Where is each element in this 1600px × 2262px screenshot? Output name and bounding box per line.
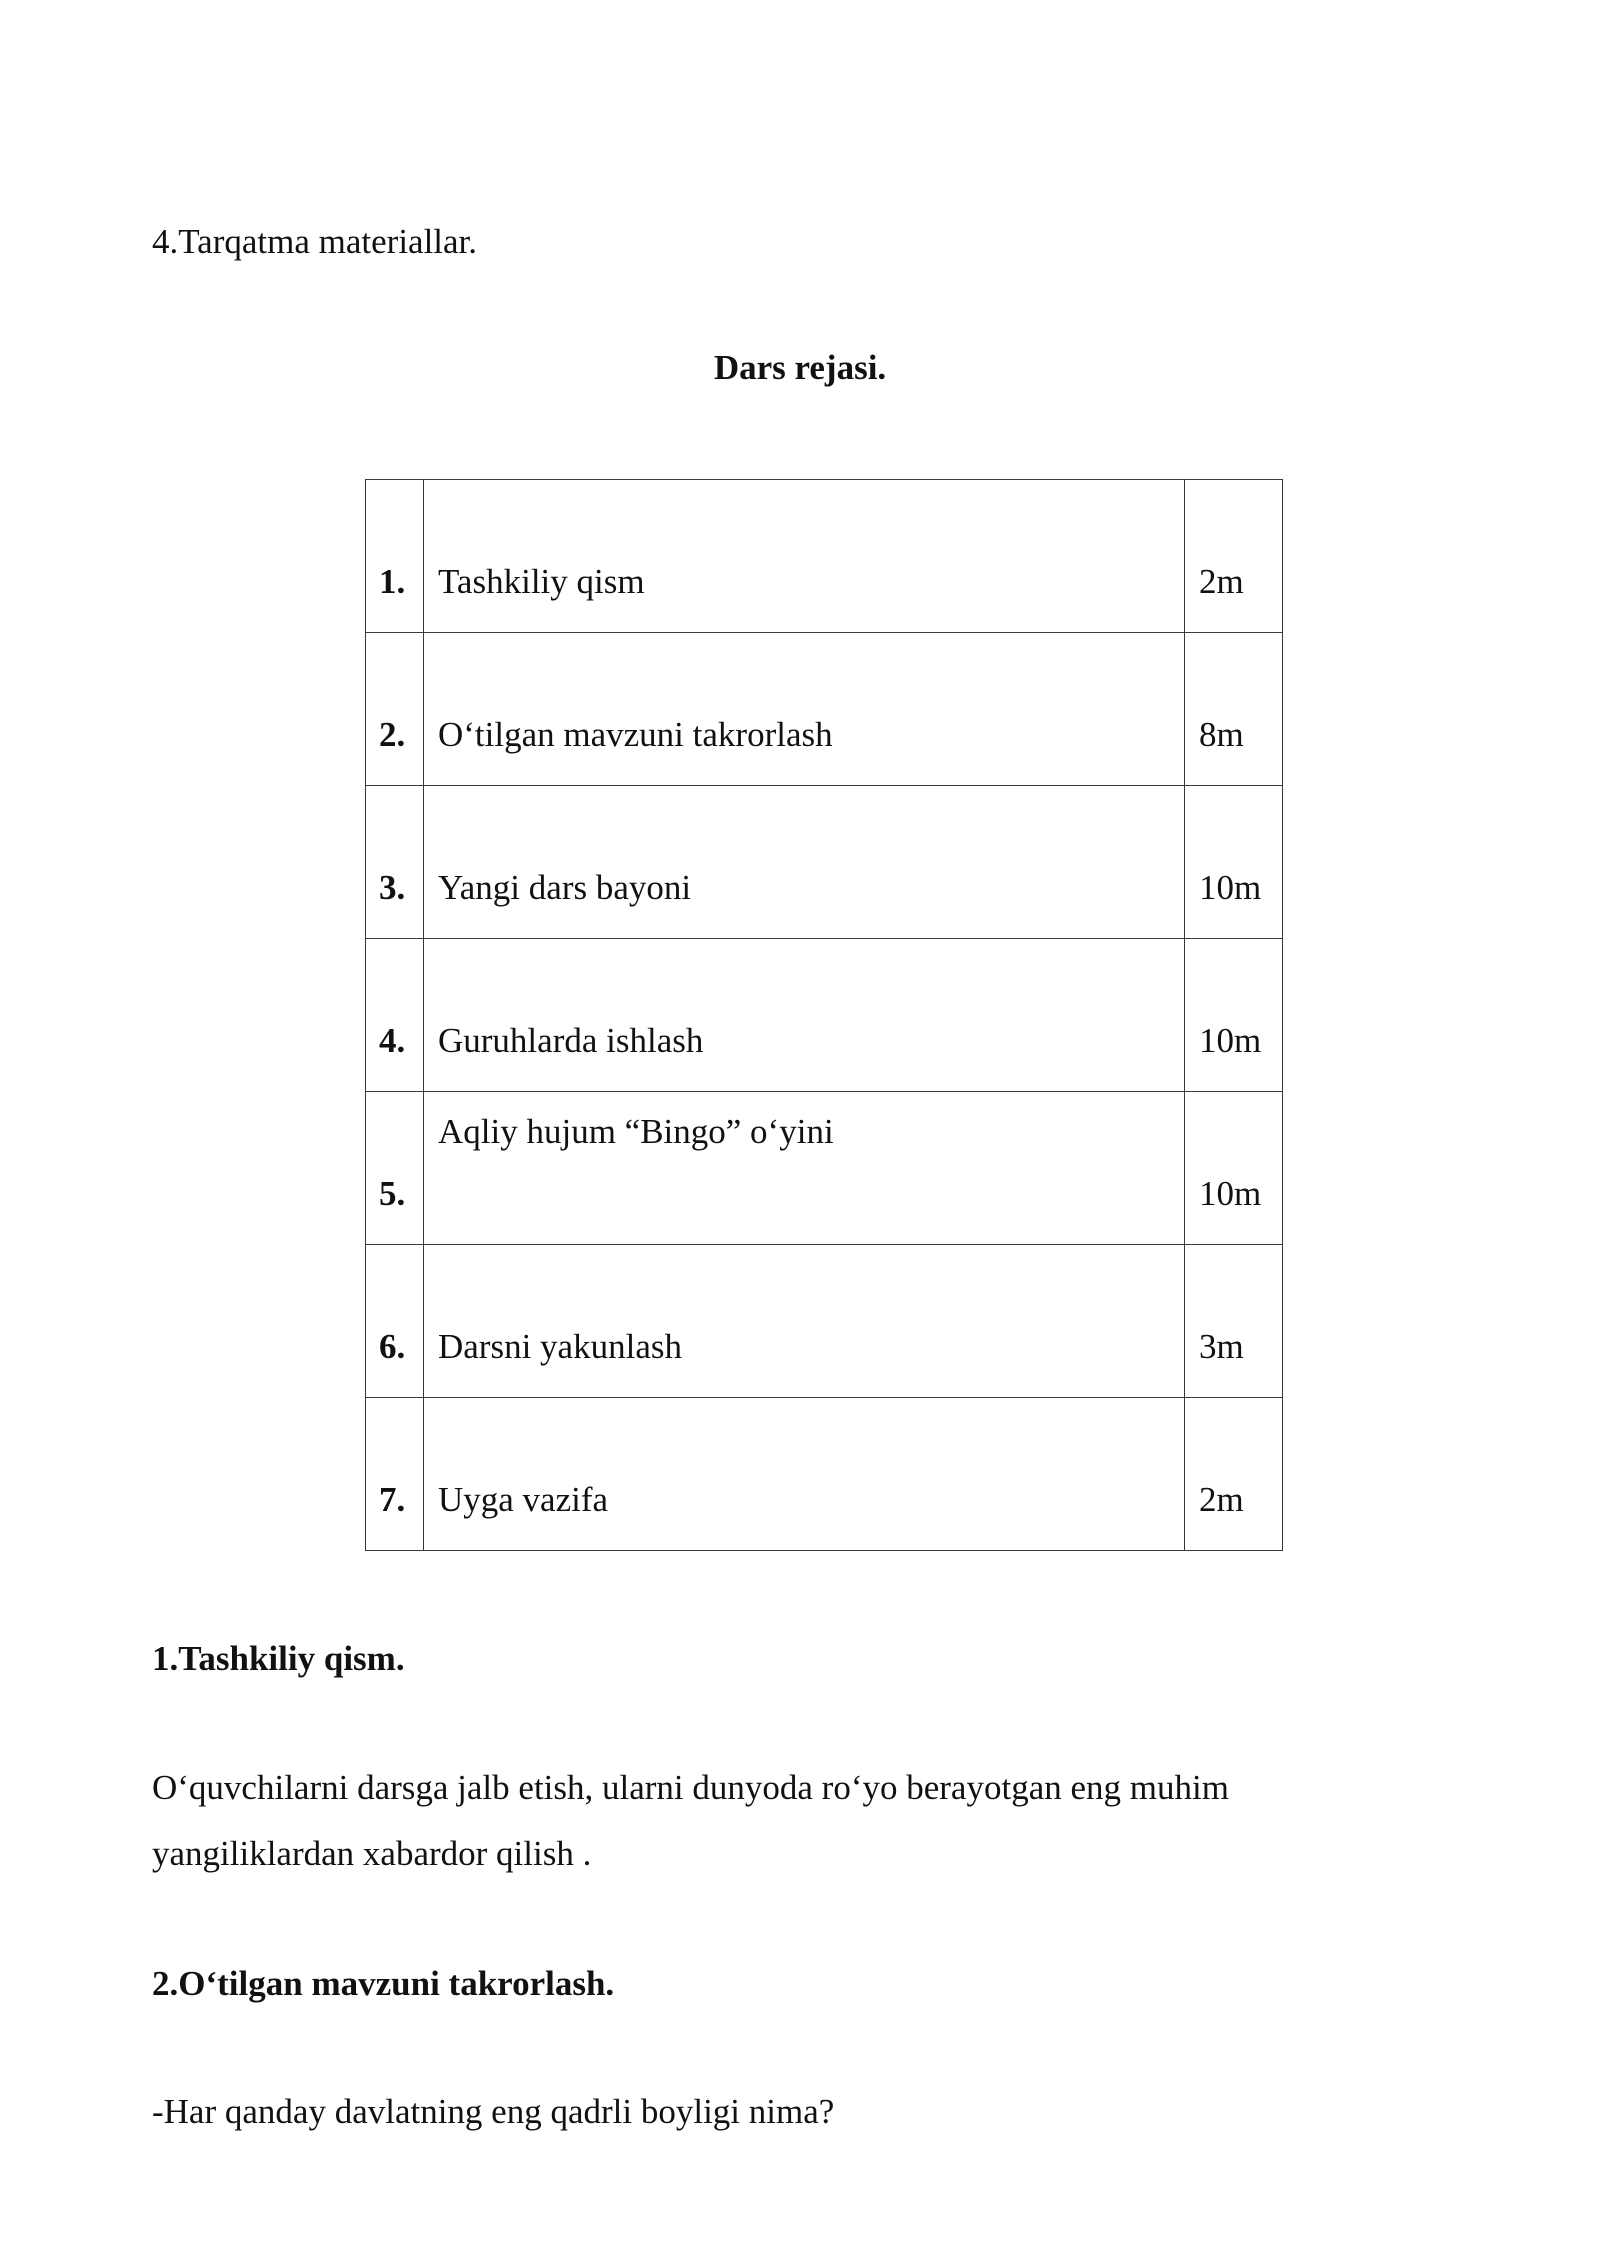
step-duration-cell: [1185, 939, 1283, 1092]
step-number-cell: [366, 1245, 424, 1398]
table-row: [366, 1245, 1283, 1398]
step-name-cell: [424, 1092, 1185, 1245]
section-heading-review: 2.O‘tilgan mavzuni takrorlash.: [152, 1964, 615, 2003]
step-duration: 10m: [1199, 1021, 1262, 1060]
step-number-cell: [366, 633, 424, 786]
section-paragraph-line: yangiliklardan xabardor qilish .: [152, 1834, 592, 1873]
table-row: [366, 633, 1283, 786]
step-number: 3.: [379, 868, 406, 907]
table-row: [366, 480, 1283, 633]
step-duration: 2m: [1199, 1480, 1244, 1519]
review-question: -Har qanday davlatning eng qadrli boyligi nima?: [152, 2092, 835, 2131]
step-name-cell: [424, 939, 1185, 1092]
step-name-cell: [424, 480, 1185, 633]
step-duration: 10m: [1199, 868, 1262, 907]
step-number: 4.: [379, 1021, 406, 1060]
step-name: Aqliy hujum “Bingo” o‘yini: [438, 1112, 834, 1151]
step-duration-cell: [1185, 786, 1283, 939]
step-name: Darsni yakunlash: [438, 1327, 682, 1366]
step-name: Uyga vazifa: [438, 1480, 609, 1519]
step-number-cell: [366, 480, 424, 633]
materials-line: 4.Tarqatma materiallar.: [152, 222, 478, 261]
step-name: Yangi dars bayoni: [438, 868, 692, 907]
section-heading-organizational: 1.Tashkiliy qism.: [152, 1639, 405, 1678]
step-name-cell: [424, 786, 1185, 939]
step-number-cell: [366, 939, 424, 1092]
step-number-cell: [366, 1092, 424, 1245]
step-number-cell: [366, 1398, 424, 1551]
step-number-cell: [366, 786, 424, 939]
step-duration: 8m: [1199, 715, 1244, 754]
section-paragraph-line: O‘quvchilarni darsga jalb etish, ularni dunyoda ro‘yo berayotgan eng muhim: [152, 1768, 1229, 1807]
plan-title: Dars rejasi.: [713, 348, 887, 387]
lesson-plan-table: [365, 479, 1283, 1551]
table-row: [366, 1398, 1283, 1551]
step-duration-cell: [1185, 1092, 1283, 1245]
step-name: Tashkiliy qism: [438, 562, 645, 601]
step-name-cell: [424, 1398, 1185, 1551]
table-row: [366, 786, 1283, 939]
step-name: O‘tilgan mavzuni takrorlash: [438, 715, 833, 754]
step-name: Guruhlarda ishlash: [438, 1021, 704, 1060]
step-duration-cell: [1185, 1398, 1283, 1551]
step-duration-cell: [1185, 480, 1283, 633]
step-duration: 2m: [1199, 562, 1244, 601]
step-duration-cell: [1185, 1245, 1283, 1398]
step-duration: 10m: [1199, 1174, 1262, 1213]
step-number: 6.: [379, 1327, 406, 1366]
step-number: 5.: [379, 1174, 406, 1213]
step-name-cell: [424, 1245, 1185, 1398]
step-number: 1.: [379, 562, 406, 601]
step-name-cell: [424, 633, 1185, 786]
step-duration-cell: [1185, 633, 1283, 786]
step-number: 2.: [379, 715, 406, 754]
step-duration: 3m: [1199, 1327, 1244, 1366]
table-row: [366, 939, 1283, 1092]
step-number: 7.: [379, 1480, 406, 1519]
table-row: [366, 1092, 1283, 1245]
